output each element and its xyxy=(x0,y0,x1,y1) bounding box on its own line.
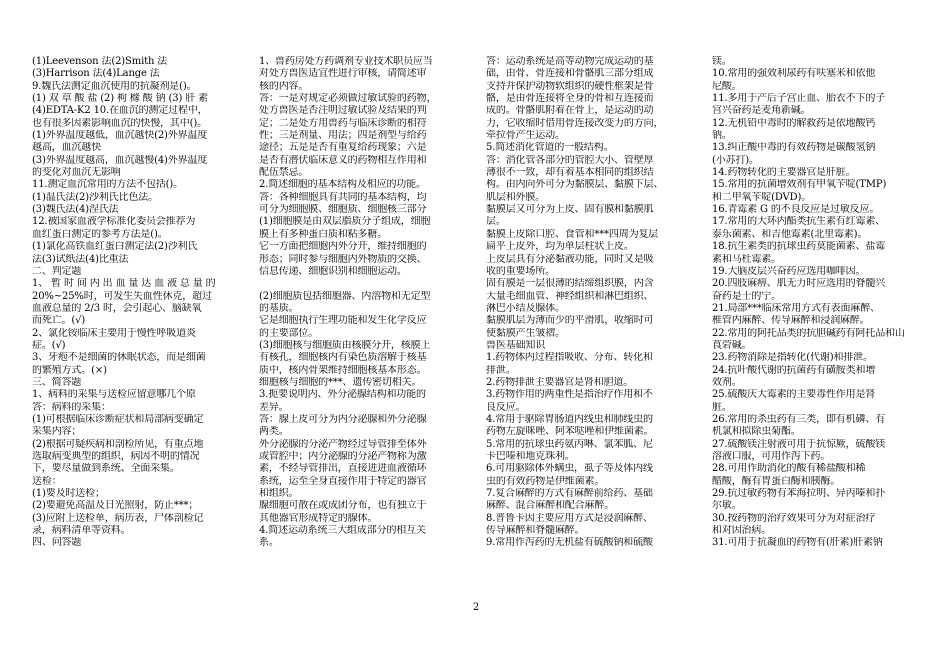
text-line: 27.硫酸镁注射液可用于抗惊厥，硫酸镁 xyxy=(712,438,886,450)
text-line: 泰乐菌素、和吉他霉素(北里霉素)。 xyxy=(712,228,868,240)
text-line: 18.抗生素类的抗球虫药莫能菌素、盐霉 xyxy=(712,241,886,253)
text-line: 15.常用的抗菌增效剂有甲氧苄啶(TMP) xyxy=(712,179,887,191)
text-line: (1)外界温度越低，血沉越快(2)外界温度 xyxy=(32,130,208,142)
text-line: 差异。 xyxy=(259,401,289,413)
text-line: 对处方兽医适宜性进行审核，请简述审 xyxy=(259,68,427,80)
text-line: 机氯和拟除虫菊酯。 xyxy=(712,426,801,438)
text-line: 14.药物转化的主要器官是肝脏。 xyxy=(712,167,856,179)
text-line: 有核孔，细胞核内有染色质溶解于核基 xyxy=(259,352,427,364)
text-line: (3)外界温度越高，血沉越慢(4)外界温度 xyxy=(32,154,208,166)
text-line: 性；三是剂量、用法；四是剂型与给药 xyxy=(259,130,427,142)
text-line: 细胞核与细胞的***、遗传密切相关。 xyxy=(259,376,422,388)
text-line: 是否有潜伏临床意义的药物相互作用和 xyxy=(259,154,427,166)
text-line: (小苏打)。 xyxy=(712,154,759,166)
text-line: 11.测定血沉常用的方法不包括()。 xyxy=(32,179,184,191)
text-line: 力，它收缩时借用骨连接改变力的方向， xyxy=(486,117,664,129)
text-line: 核的内容。 xyxy=(259,80,309,92)
text-line: (4)EDTA-K2 10.在血沉的测定过程中， xyxy=(32,105,208,117)
text-line: 8.普鲁卡因主要应用方式是浸润麻醉、 xyxy=(486,512,653,524)
text-line: 可分为细胞膜、细胞质、细胞核三部分 xyxy=(259,204,427,216)
text-line: 25.硫酸庆大霉素的主要毒性作用是肾 xyxy=(712,389,876,401)
text-line: 16.青霉素 G 的不良反应是过敏反应。 xyxy=(712,204,880,216)
text-line: (1)温氏法(2)沙利氏比色法。 xyxy=(32,191,158,203)
text-line: 4.常用于驱除胃肠道内线虫和肺线虫的 xyxy=(486,413,653,425)
text-line: 素和马杜霉素。 xyxy=(712,253,781,265)
text-line: 醋酸，酶有胃蛋白酶和胰酶。 xyxy=(712,475,841,487)
text-line: 30.按药物的治疗效果可分为对症治疗 xyxy=(712,512,876,524)
text-line: 素，不经导管排出，直接进进血液循环 xyxy=(259,463,427,475)
text-line: 20%~25%时，可发生失血性休克，超过 xyxy=(32,290,212,302)
text-line: 录，病料清单等资料。 xyxy=(32,525,131,537)
text-line: 脏。 xyxy=(712,401,732,413)
text-line: 它是细胞执行生理功能和发生化学反应 xyxy=(259,315,427,327)
text-line: 2.药物排泄主要器官是肾和胆道。 xyxy=(486,376,634,388)
text-line: 和对因治病。 xyxy=(712,525,772,537)
text-line: 二、判定题 xyxy=(32,265,82,277)
text-line: (1)细胞膜是由双层脂质分子组成，细胞 xyxy=(259,216,431,228)
text-line: 淋巴小结及腺体。 xyxy=(486,302,565,314)
text-line: 信息传递、细胞识别和细胞运动。 xyxy=(259,265,407,277)
text-line: 莨菪碱。 xyxy=(712,339,752,351)
text-line: 薄很不一致，却有着基本相同的组织结 xyxy=(486,167,654,179)
text-line: 12.被国家血液学标准化委员会推荐为 xyxy=(32,216,196,228)
text-line: 系统，运至全身直接作用于特定的器官 xyxy=(259,475,427,487)
text-line: 镁。 xyxy=(712,56,732,67)
text-column-1 xyxy=(32,56,238,550)
text-line: 17.常用的大环内酯类抗生素有红霉素、 xyxy=(712,216,886,228)
text-line: 22.常用的阿托品类的抗胆碱药有阿托品和山 xyxy=(712,327,905,339)
text-line: 配伍禁忌。 xyxy=(259,167,309,179)
text-line: 支持并保护动物软组织的硬性框架是骨 xyxy=(486,80,654,92)
text-line: 外分泌腺的分泌产物经过导管排至体外 xyxy=(259,438,427,450)
text-line: 收的重要场所。 xyxy=(486,265,555,277)
text-line: 20.四肢麻痹、肌无力时应选用的脊髓兴 xyxy=(712,278,886,290)
text-column-3 xyxy=(486,56,699,550)
text-line: 它一方面把细胞内外分开，维持细胞的 xyxy=(259,241,427,253)
text-line: 19.大脑皮层兴奋药应选用咖啡因。 xyxy=(712,265,866,277)
text-line: 扁平上皮外，均为单层柱状上皮。 xyxy=(486,241,634,253)
text-line: 形态；同时参与细胞内外物质的交换、 xyxy=(259,253,427,265)
text-line: 奋药是士的宁。 xyxy=(712,290,781,302)
text-line: 四、问答题 xyxy=(32,537,82,549)
text-line: 其他器官形成特定的腺体。 xyxy=(259,512,378,524)
text-line: 也有很多因素影响血沉的快慢，其中()。 xyxy=(32,117,207,129)
text-line: (1)氯化高铁血红蛋白测定法(2)沙利氏 xyxy=(32,241,198,253)
text-line: 药物左旋咪唑、阿苯哒唑和伊维菌素。 xyxy=(486,426,654,438)
text-line: 3、牙疱不是细菌的休眠状态，而是细菌 xyxy=(32,352,206,364)
text-line: 法(3)试纸法(4)比重法 xyxy=(32,253,129,265)
text-line: 定；二是处方用兽药与临床诊断的相符 xyxy=(259,117,427,129)
text-line: 上皮层具有分泌黏液功能，同时又是吸 xyxy=(486,253,654,265)
text-line: 7.复合麻醉的方式有麻醉前给药、基础 xyxy=(486,488,653,500)
text-line: 24.抗叶酸代谢的抗菌药有磺胺类和增 xyxy=(712,364,876,376)
text-line: 黏膜上皮除口腔、食管和***四周为复层 xyxy=(486,228,659,240)
text-line: 和二甲氧苄啶(DVD)。 xyxy=(712,191,812,203)
text-line: 4.简述运动系统三大组成部分的相互关 xyxy=(259,525,426,537)
text-line: 膜上有多种蛋白质和粘多糖。 xyxy=(259,228,388,240)
text-line: 2、氯化铵临床主要用于慢性呼吸道炎 xyxy=(32,327,196,339)
text-line: 23.药物消除是指转化(代谢)和排泄。 xyxy=(712,352,873,364)
text-line: 黏膜肌层为薄而少的平滑肌，收缩时可 xyxy=(486,315,654,327)
text-line: 牵拉骨产生运动。 xyxy=(486,130,565,142)
text-line: 2.简述细胞的基本结构及相应的功能。 xyxy=(259,179,426,191)
text-line: 三、简答题 xyxy=(32,376,82,388)
text-line: 5.简述消化管道的一般结构。 xyxy=(486,142,614,154)
text-line: 21.局部***临床常用方式有表面麻醉、 xyxy=(712,302,880,314)
text-line: 答：腺上皮可分为内分泌腺和外分泌腺 xyxy=(259,413,427,425)
text-line: (3)应附上送检单，病历表，尸体剖检记 xyxy=(32,512,204,524)
text-line: 10.常用的强效利尿药有呋塞米和依他 xyxy=(712,68,876,80)
text-line: 排泄。 xyxy=(486,364,516,376)
text-column-4 xyxy=(712,56,922,550)
text-line: 麻醉、混合麻醉和配合麻醉。 xyxy=(486,500,615,512)
text-line: 的主要部位。 xyxy=(259,327,319,339)
text-line: 答：消化管各部分的管腔大小、管壁厚 xyxy=(486,154,654,166)
text-line: 答：一是对规定必须做过敏试验的药物， xyxy=(259,93,437,105)
text-line: 大量毛细血管、神经组织和淋巴组织、 xyxy=(486,290,654,302)
text-line: 的变化对血沉无影响 xyxy=(32,167,121,179)
text-line: 血红蛋白测定的参考方法是()。 xyxy=(32,228,168,240)
text-line: (1) 双 草 酸 盐 (2) 枸 橼 酸 钠 (3) 肝 素 xyxy=(32,93,208,105)
text-line: 途径；五是是否有重复给药现象；六是 xyxy=(259,142,427,154)
page-number: 2 xyxy=(472,602,480,613)
text-line: 质中，核内骨架维持细胞核基本形态。 xyxy=(259,364,427,376)
text-line: 1、兽药房处方药调剂专业技术职员应当 xyxy=(259,56,433,67)
text-line: 尼酸。 xyxy=(712,80,742,92)
text-line: 或管腔中；内分泌腺的分泌产物称为激 xyxy=(259,451,427,462)
text-line: 椎管内麻醉、传导麻醉和浸润麻醉。 xyxy=(712,315,870,327)
text-line: 选取病变典型的组织，病因不明的情况 xyxy=(32,451,200,462)
text-line xyxy=(259,278,472,290)
text-line: 传导麻醉和脊髓麻醉。 xyxy=(486,525,585,537)
text-line: 础，由骨、骨连接和骨骼肌三部分组成 xyxy=(486,68,654,80)
text-line: 越高，血沉越快 xyxy=(32,142,101,154)
text-line: 腺细胞可散在或成团分布，也有独立于 xyxy=(259,500,427,512)
text-line: (1)要及时送检； xyxy=(32,488,105,500)
text-line: (3)魏氏法(4)涅氏法 xyxy=(32,204,119,216)
text-line: 26.常用的杀虫药有三类，即有机磷、有 xyxy=(712,413,886,425)
text-line: 钠。 xyxy=(712,130,732,142)
text-line: 采集内容； xyxy=(32,426,82,438)
text-line: 9.魏氏法测定血沉使用的抗凝剂是()。 xyxy=(32,80,197,92)
text-line: 虫的有效药物是伊维菌素。 xyxy=(486,475,605,487)
text-line: 1、病料的采集与送检应留意哪几个原 xyxy=(32,389,196,401)
text-line: 构。由内向外可分为黏膜层、黏膜下层、 xyxy=(486,179,664,191)
text-line: 黏膜层又可分为上皮、固有膜和黏膜肌 xyxy=(486,204,654,216)
text-line: 溶液口服，可用作泻下药。 xyxy=(712,451,831,462)
text-line: 1、 暂 时 间 内 出 血 量 达 血 液 总 量 的 xyxy=(32,278,216,290)
text-line: 两类。 xyxy=(259,426,289,438)
text-line: 6.可用驱除体外螨虫，虱子等及体内线 xyxy=(486,463,653,475)
text-line: 答：各种细胞具有共同的基本结构，均 xyxy=(259,191,427,203)
text-line: 效剂。 xyxy=(712,376,742,388)
text-line: 卡巴嗪和地克珠利。 xyxy=(486,451,575,462)
text-line: 和组织。 xyxy=(259,488,299,500)
text-line: (3)Harrison 法(4)Lange 法 xyxy=(32,68,160,80)
text-line: 尔敏。 xyxy=(712,500,742,512)
text-line: 骼，是由骨连接将全身的骨和互连接而 xyxy=(486,93,654,105)
text-line: (1)Leevenson 法(2)Smith 法 xyxy=(32,56,168,67)
text-line: 11.多用于产后子宫止血、胎衣不下的子 xyxy=(712,93,886,105)
text-line: 3.扼要说明内、外分泌腺结构和功能的 xyxy=(259,389,426,401)
text-line: 1.药物体内过程指吸收、分布、转化和 xyxy=(486,352,653,364)
text-line: 31.可用于抗凝血的药物有(肝素)肝素钠 xyxy=(712,537,883,549)
text-line: 兽医基础知识 xyxy=(486,339,546,351)
text-line: 而死亡。(√) xyxy=(32,315,86,327)
text-column-2 xyxy=(259,56,472,550)
text-line: (1)可根据临床诊断症状和局部病变确定 xyxy=(32,413,204,425)
text-line: (2)要避免高温及日光照射，防止***； xyxy=(32,500,199,512)
text-line: 固有膜是一层很薄的结缔组织膜，内含 xyxy=(486,278,654,290)
text-line: 成的。骨骼肌附着在骨上，是运动的动 xyxy=(486,105,654,117)
text-line: 的基质。 xyxy=(259,302,299,314)
text-line: 处方兽医是否注明过敏试验及结果的判 xyxy=(259,105,427,117)
text-line: 血液总量的 2/3 时，会引起心、脑缺氧 xyxy=(32,302,202,314)
text-line: 29.抗过敏药物有苯海拉明、异丙嗪和扑 xyxy=(712,488,886,500)
text-line: 3.药物作用的两重性是指治疗作用和不 xyxy=(486,389,653,401)
text-line: 下，要尽量做到系统、全面采集。 xyxy=(32,463,180,475)
text-line: 宫兴奋药是麦角新碱。 xyxy=(712,105,811,117)
text-line: (2)根据可疑疾病和剖检所见，有重点地 xyxy=(32,438,204,450)
text-line: 送检： xyxy=(32,475,62,487)
text-line: 答：病料的采集： xyxy=(32,401,111,413)
text-line: 肌层和外膜。 xyxy=(486,191,546,203)
text-line: 28.可用作助消化的酸有稀盐酸和稀 xyxy=(712,463,866,475)
text-line: 层。 xyxy=(486,216,506,228)
text-line: 的繁殖方式。(×) xyxy=(32,364,107,376)
text-line: 良反应。 xyxy=(486,401,526,413)
text-line: (3)细胞核与细胞质由核膜分开，核膜上 xyxy=(259,339,431,351)
text-line: 症。(√) xyxy=(32,339,66,351)
text-line: 9.常用作泻药的无机盐有硫酸钠和硫酸 xyxy=(486,537,653,549)
text-line: 12.无机铅中毒时的解救药是依地酸钙 xyxy=(712,117,876,129)
text-line: (2)细胞质包括细胞器、内溶物和无定型 xyxy=(259,290,431,302)
text-line: 使黏膜产生皱褶。 xyxy=(486,327,565,339)
text-line: 13.纠正酸中毒的有效药物是碳酸氢钠 xyxy=(712,142,876,154)
text-line: 5.常用的抗球虫药氨丙啉、氯苯胍、尼 xyxy=(486,438,653,450)
text-line: 答：运动系统是高等动物完成运动的基 xyxy=(486,56,654,67)
text-line: 系。 xyxy=(259,537,279,549)
